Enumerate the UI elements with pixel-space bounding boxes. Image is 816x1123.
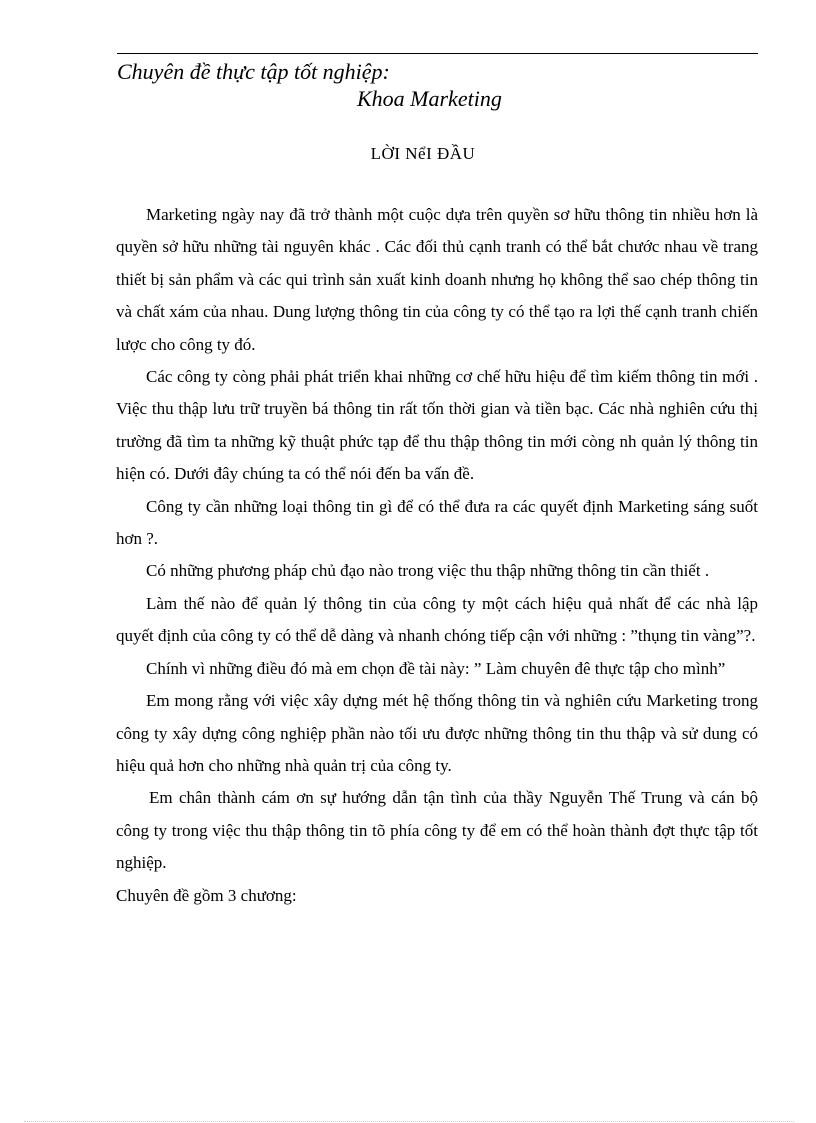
- paragraph-question-3: Làm thế nào để quản lý thông tin của công ty một cách hiệu quả nhất để các nhà lập quyết định của công ty có thể dễ dàng và nhanh chóng tiếp cận với những : ”thụng tin vàng”?.: [116, 593, 758, 646]
- header-course-title: Chuyên đề thực tập tốt nghiệp:: [117, 59, 390, 84]
- paragraph-hope: Em mong rằng với việc xây dựng mét hệ thống thông tin và nghiên cứu Marketing trong công ty xây dựng công nghiệp phần nào tối ưu được những thông tin thu thập và sử dung có hiệu quả hơn cho những nhà quản trị của công ty.: [116, 691, 758, 775]
- paragraph-topic-choice: Chính vì những điều đó mà em chọn đề tài này: ” Làm chuyên đê thực tập cho mình”: [146, 658, 726, 678]
- header-rule: [117, 53, 758, 54]
- document-body: [116, 199, 758, 912]
- paragraph-intro: Marketing ngày nay đã trở thành một cuộc dựa trên quyền sơ hữu thông tin nhiều hơn là quyền sở hữu những tài nguyên khác . Các đối thủ cạnh tranh có thể bắt chước nhau về trang thiết bị sản phẩm và các qui trình sản xuất kinh doanh nhưng họ không thể sao chép thông tin và chất xám của nhau. Dung lượng thông tin của công ty có thể tạo ra lợi thế cạnh tranh chiến lược cho công ty đó.: [116, 205, 758, 354]
- paragraph-question-1: Công ty cần những loại thông tin gì để có thể đưa ra các quyết định Marketing sáng suốt hơn ?.: [116, 496, 758, 549]
- paragraph-chapters: Chuyên đề gồm 3 chương:: [116, 885, 297, 905]
- paragraph-thanks: Em chân thành cám ơn sự hướng dẫn tận tình của thầy Nguyễn Thế Trung và cán bộ công ty trong việc thu thập thông tin tõ phía công ty để em có thể hoàn thành đợt thực tập tốt nghiệp.: [116, 788, 758, 873]
- page-title: LỜI NểI ĐẦU: [370, 144, 476, 163]
- page-bottom-border: [24, 1121, 794, 1122]
- paragraph-question-2: Có những phương pháp chủ đạo nào trong việc thu thập những thông tin cần thiết .: [146, 561, 710, 581]
- header-department: Khoa Marketing: [357, 86, 502, 111]
- paragraph-info-systems: Các công ty còng phải phát triển khai những cơ chế hữu hiệu để tìm kiếm thông tin mới . Việc thu thập lưu trữ truyền bá thông tin rất tốn thời gian và tiền bạc. Các nhà nghiên cứu thị trường đã tìm ta những kỹ thuật phức tạp để thu thập thông tin mới còng nh quản lý thông tin hiện có. Dưới đây chúng ta có thể nói đến ba vấn đề.: [116, 367, 758, 484]
